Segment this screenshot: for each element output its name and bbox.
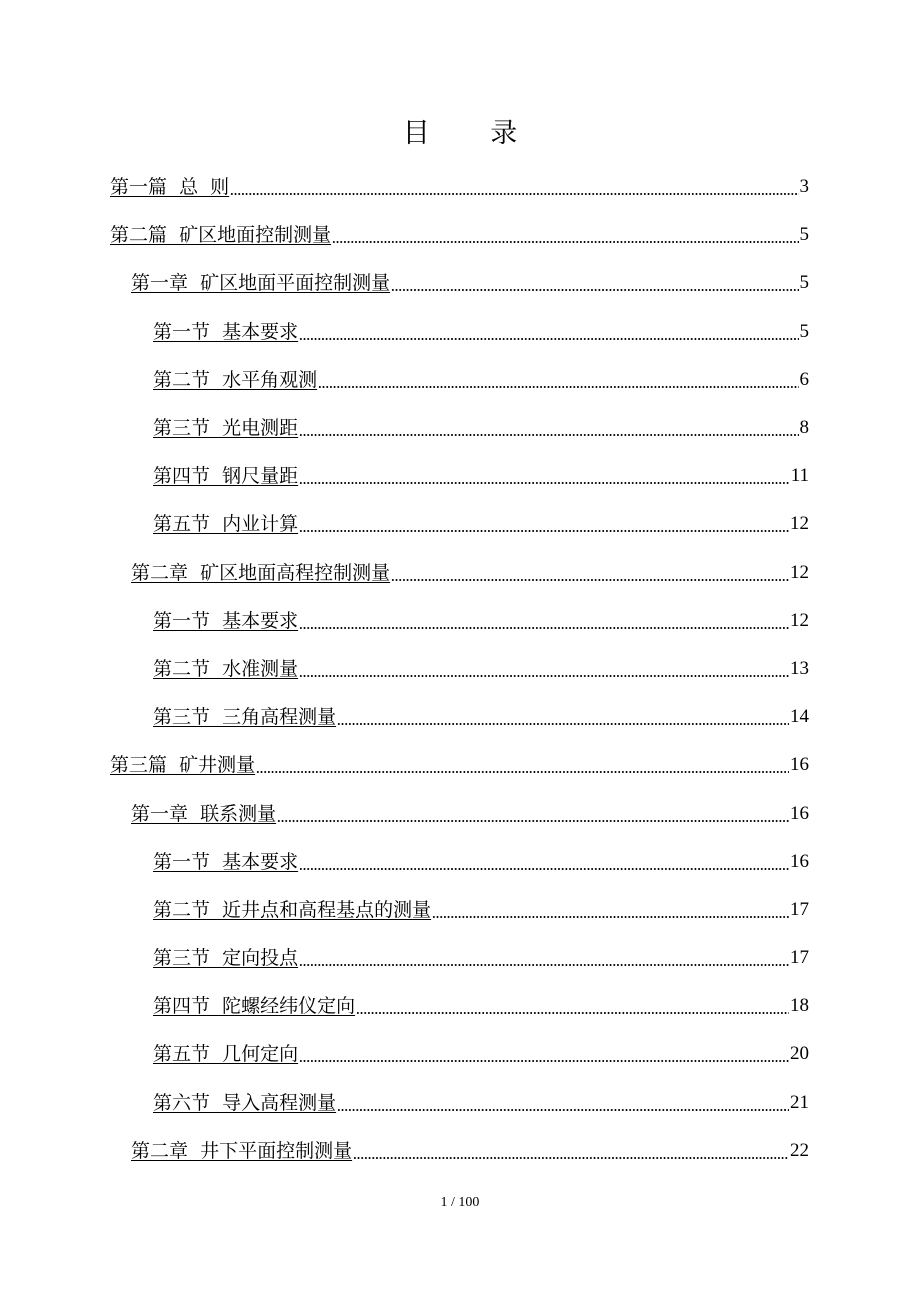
dot-leader — [299, 609, 789, 633]
dot-leader — [299, 416, 798, 440]
toc-entry[interactable] — [0, 1127, 920, 1175]
toc-entry[interactable] — [0, 211, 920, 259]
toc-entry[interactable] — [0, 693, 920, 741]
toc-entry-link[interactable]: 第一节 基本要求 — [153, 320, 299, 343]
toc-entry-link[interactable]: 第一篇 总 则 — [110, 176, 230, 199]
toc-entry-link[interactable]: 第三节 三角高程测量 — [153, 706, 337, 729]
toc-entry-link[interactable]: 第三篇 矿井测量 — [110, 754, 256, 777]
toc-entry[interactable] — [0, 934, 920, 982]
table-of-contents — [0, 163, 920, 1175]
dot-leader — [299, 320, 798, 344]
dot-leader — [337, 705, 789, 729]
toc-entry[interactable] — [0, 259, 920, 307]
dot-leader — [432, 898, 789, 922]
dot-leader — [299, 1042, 789, 1066]
dot-leader — [337, 1091, 789, 1115]
toc-page-number: 5 — [799, 320, 809, 342]
page-title: 目 录 — [402, 118, 544, 149]
dot-leader — [299, 512, 789, 536]
dot-leader — [230, 175, 798, 199]
toc-entry-link[interactable]: 第一节 基本要求 — [153, 850, 299, 873]
toc-entry-link[interactable]: 第二篇 矿区地面控制测量 — [110, 224, 332, 247]
dot-leader — [356, 994, 789, 1018]
toc-entry-link[interactable]: 第三节 定向投点 — [153, 947, 299, 970]
dot-leader — [391, 271, 798, 295]
dot-leader — [391, 561, 789, 585]
toc-entry-link[interactable]: 第二章 矿区地面高程控制测量 — [131, 561, 391, 584]
toc-entry[interactable] — [0, 308, 920, 356]
toc-page-number: 13 — [790, 657, 809, 679]
toc-entry-link[interactable]: 第三节 光电测距 — [153, 417, 299, 440]
toc-page-number: 21 — [790, 1091, 809, 1113]
toc-entry-link[interactable]: 第一节 基本要求 — [153, 609, 299, 632]
toc-page-number: 12 — [790, 561, 809, 583]
toc-page-number: 16 — [790, 802, 809, 824]
toc-entry[interactable] — [0, 886, 920, 934]
dot-leader — [299, 850, 789, 874]
toc-entry[interactable] — [0, 163, 920, 211]
toc-entry-link[interactable]: 第一章 联系测量 — [131, 802, 277, 825]
toc-page-number: 6 — [799, 368, 809, 390]
toc-page-number: 16 — [790, 754, 809, 776]
toc-page-number: 3 — [799, 176, 809, 198]
toc-page-number: 22 — [790, 1139, 809, 1161]
toc-page-number: 8 — [799, 417, 809, 439]
toc-page-number: 11 — [790, 465, 809, 487]
toc-page-number: 20 — [790, 1043, 809, 1065]
toc-entry[interactable] — [0, 549, 920, 597]
toc-entry-link[interactable]: 第二节 水平角观测 — [153, 368, 318, 391]
toc-entry-link[interactable]: 第五节 内业计算 — [153, 513, 299, 536]
dot-leader — [256, 753, 789, 777]
toc-entry[interactable] — [0, 982, 920, 1030]
toc-page-number: 17 — [790, 947, 809, 969]
toc-entry[interactable] — [0, 500, 920, 548]
toc-entry[interactable] — [0, 356, 920, 404]
toc-entry-link[interactable]: 第二章 井下平面控制测量 — [131, 1139, 353, 1162]
toc-page-number: 12 — [790, 609, 809, 631]
toc-entry-link[interactable]: 第一章 矿区地面平面控制测量 — [131, 272, 391, 295]
toc-page-number: 18 — [790, 995, 809, 1017]
toc-entry[interactable] — [0, 404, 920, 452]
toc-page-number: 16 — [790, 850, 809, 872]
toc-entry[interactable] — [0, 1079, 920, 1127]
toc-entry[interactable] — [0, 645, 920, 693]
page-number-footer: 1 / 100 — [440, 1195, 480, 1210]
dot-leader — [353, 1139, 789, 1163]
toc-entry-link[interactable]: 第四节 钢尺量距 — [153, 465, 299, 488]
toc-page-number: 12 — [790, 513, 809, 535]
toc-entry[interactable] — [0, 452, 920, 500]
dot-leader — [299, 946, 789, 970]
dot-leader — [318, 368, 798, 392]
toc-entry[interactable] — [0, 789, 920, 837]
toc-page-number: 5 — [799, 224, 809, 246]
toc-entry-link[interactable]: 第五节 几何定向 — [153, 1043, 299, 1066]
toc-entry-link[interactable]: 第二节 水准测量 — [153, 657, 299, 680]
toc-page-number: 17 — [790, 898, 809, 920]
toc-entry-link[interactable]: 第四节 陀螺经纬仪定向 — [153, 995, 356, 1018]
toc-page-number: 14 — [790, 706, 809, 728]
toc-entry[interactable] — [0, 1030, 920, 1078]
toc-page-number: 5 — [799, 272, 809, 294]
toc-entry[interactable] — [0, 597, 920, 645]
dot-leader — [299, 464, 790, 488]
toc-entry[interactable] — [0, 741, 920, 789]
dot-leader — [299, 657, 789, 681]
dot-leader — [277, 802, 789, 826]
toc-entry-link[interactable]: 第六节 导入高程测量 — [153, 1091, 337, 1114]
toc-entry-link[interactable]: 第二节 近井点和高程基点的测量 — [153, 898, 432, 921]
dot-leader — [332, 223, 798, 247]
toc-entry[interactable] — [0, 838, 920, 886]
